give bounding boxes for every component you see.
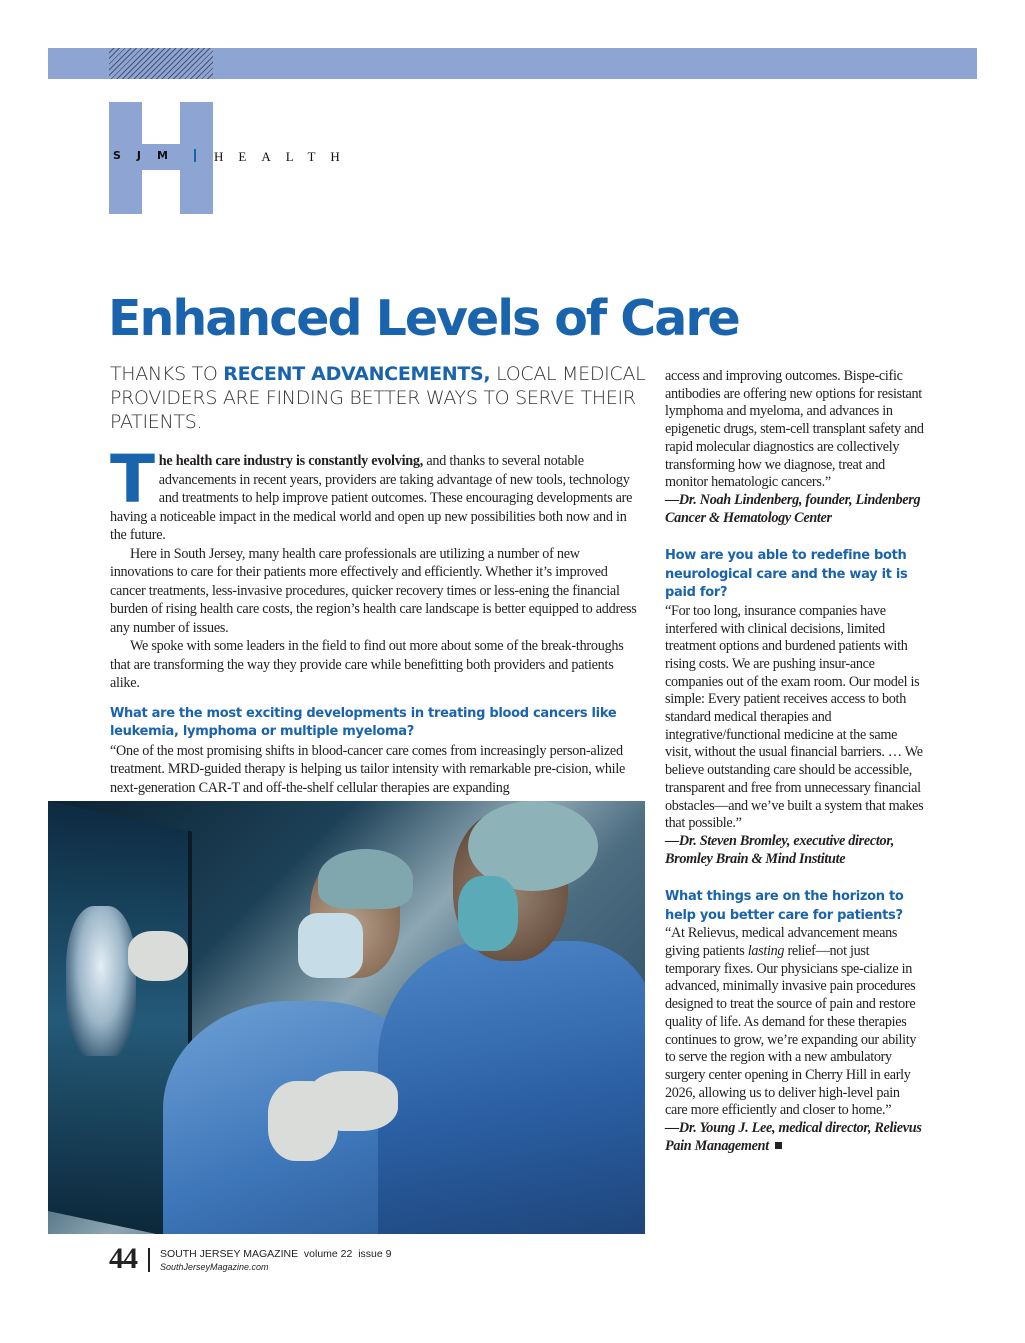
deck-after: LOCAL MEDICAL PROVIDERS ARE FINDING BETTER WAYS TO SERVE THEIR PATIENTS. xyxy=(110,363,646,433)
magazine-url[interactable]: SouthJerseyMagazine.com xyxy=(160,1262,269,1272)
answer-part: relief—not just temporary fixes. Our physicians spe-cialize in advanced, minimally invasive pain procedures designed to treat the source of pain and restore quality of life. As demand for these therapies continues to grow, we’re expanding our ability to serve the region with a new ambulatory surgery center opening in Cherry Hill in early 2026, allowing us to deliver high-level pain care more efficiently and closer to home.” xyxy=(665,943,917,1119)
footer-divider xyxy=(148,1248,150,1272)
headline: Enhanced Levels of Care xyxy=(108,290,739,347)
left-column xyxy=(110,441,645,797)
question-heading: How are you able to redefine both neurological care and the way it is paid for? xyxy=(665,548,908,601)
glove-shape xyxy=(128,931,188,981)
attribution: —Dr. Noah Lindenberg, founder, Lindenberg Cancer & Hematology Center xyxy=(665,491,921,526)
answer-part: “At Relievus, medical advancement means giving patients xyxy=(665,925,898,960)
page-number: 44 xyxy=(109,1242,137,1275)
body-paragraph: Here in South Jersey, many health care professionals are utilizing a number of new innovations to care for their patients more effectively and efficiently. Whether it’s improved cancer treatments, less-invasive procedures, quicker recovery times or less-ening the financial burden of rising health care costs, the region’s health care landscape is better equipped to address any number of issues. xyxy=(110,545,637,636)
article-photo xyxy=(48,801,645,1234)
intro-lead: he health care industry is constantly evolving, xyxy=(158,453,424,469)
question-heading: What things are on the horizon to help you better care for patients? xyxy=(665,889,904,923)
deck-before: THANKS TO xyxy=(110,363,224,385)
surgeon-gown-shape xyxy=(378,941,645,1234)
attribution xyxy=(665,1120,925,1155)
top-color-band xyxy=(48,48,977,79)
brand-divider xyxy=(194,149,196,162)
end-mark-icon xyxy=(775,1142,782,1149)
deck xyxy=(110,362,650,434)
body-paragraph: We spoke with some leaders in the field to find out more about some of the break-throughs that are transforming the way they provide care while benefitting both providers and patients alike. xyxy=(110,638,624,691)
right-column xyxy=(665,368,925,1156)
answer-text xyxy=(665,925,925,1120)
answer-text: “For too long, insurance companies have interfered with clinical decisions, limited treatment options and burdened patients with rising costs. We are pushing insur-ance companies out of the exam room. Our model is simple: Every patient receives access to both standard medical therapies and integrative/functional medicine at the same visit, without the usual financial barriers. … We believe outstanding care should be accessible, transparent and free from unnecessary financial obstacles—and we’ve built a system that makes that possible.” xyxy=(665,602,924,832)
section-name: HEALTH xyxy=(214,149,355,164)
attribution: —Dr. Steven Bromley, executive director, Bromley Brain & Mind Institute xyxy=(665,832,895,867)
hatch-pattern xyxy=(109,48,213,79)
intro-rest: and thanks to several notable advancements in recent years, providers are taking advantage of new tools, technology and treatments to help improve patient outcomes. These encouraging developments are having a noticeable impact in the medical world and open up new possibilities both now and in the future. xyxy=(110,453,633,543)
answer-text: “One of the most promising shifts in blood-cancer care comes from increasingly person-alized treatment. MRD-guided therapy is helping us tailor intensity with remarkable pre-cision, while next-generation CAR-T and off-the-shelf cellular therapies are expanding xyxy=(110,742,626,796)
mri-scan-shape xyxy=(66,906,136,1056)
brand-initials: SJM xyxy=(113,149,184,162)
attribution-text: —Dr. Young J. Lee, medical director, Relievus Pain Management xyxy=(665,1120,922,1154)
intro-paragraph xyxy=(110,441,645,545)
answer-text: access and improving outcomes. Bispe-cific antibodies are offering new options for resistant lymphoma and myeloma, and advances in epigenetic drugs, stem-cell transplant safety and rapid molecular diagnostics are collectively transforming how we diagnose, treat and monitor hematologic cancers.” xyxy=(665,368,924,491)
magazine-info: SOUTH JERSEY MAGAZINE volume 22 issue 9 xyxy=(160,1248,392,1260)
answer-emphasis: lasting xyxy=(747,943,785,960)
surgical-mask-shape xyxy=(458,876,518,951)
surgical-cap-shape xyxy=(318,849,413,909)
dropcap: T xyxy=(110,441,155,518)
question-heading: What are the most exciting developments in treating blood cancers like leukemia, lymphoma or multiple myeloma? xyxy=(110,705,617,739)
glove-shape xyxy=(308,1071,398,1131)
deck-emphasis: RECENT ADVANCEMENTS, xyxy=(223,363,491,385)
surgical-mask-shape xyxy=(298,913,363,978)
